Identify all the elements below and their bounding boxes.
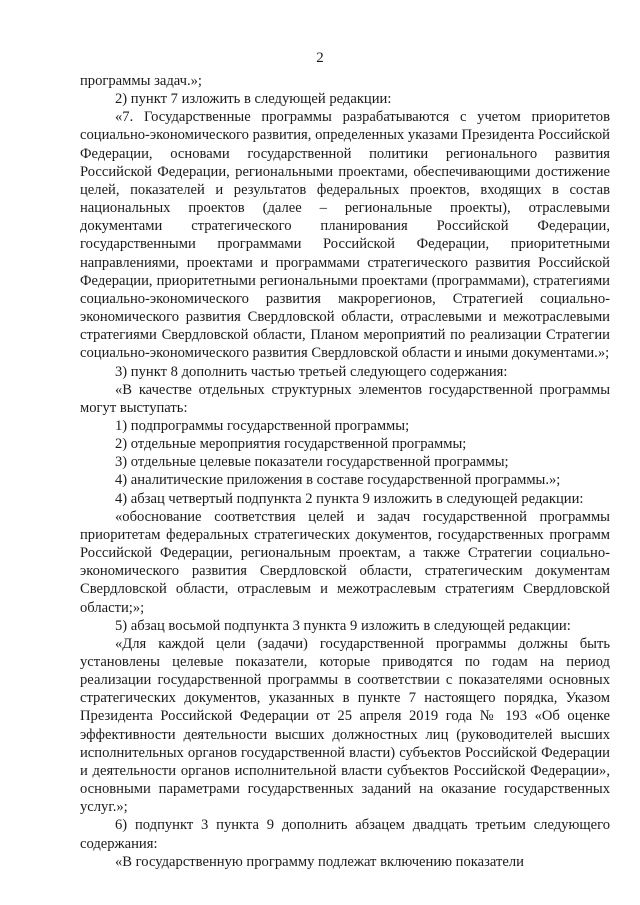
list-item-subprograms: 1) подпрограммы государственной программы;: [115, 417, 410, 434]
paragraph-point-7-text: «7. Государственные программы разрабатываются с учетом приоритетов социально-экономического развития, определенных указами Президента Российской Федерации, основами государственной политики регионального развития Российской Федерации, региональными проектами, обеспечивающими достижение целей, показателей и результатов федеральных проектов, входящих в состав национальных проектов (далее – региональные проекты), отраслевыми документами стратегического планирования Российской Федерации, государственными программами Российской Федерации, приоритетными направлениями, проектами и программами стратегического развития Российской Федерации, приоритетными региональными проектами (программами), стратегиями социально-экономического развития макрорегионов, Стратегией социально-экономического развития Свердловской области, отраслевыми и межотраслевыми стратегиями Свердловской области, Планом мероприятий по реализации Стратегии социально-экономического развития Свердловской области и иными документами.»;: [80, 109, 610, 362]
paragraph-indicators-inclusion: «В государственную программу подлежат включению показатели: [115, 853, 524, 870]
paragraph-item-4: 4) абзац четвертый подпункта 2 пункта 9 изложить в следующей редакции:: [115, 490, 584, 507]
paragraph-justification: «обоснование соответствия целей и задач государственной программы приоритетам федеральных стратегических документов, государственных программ Российской Федерации, региональным проектам, а также Стратегии социально-экономического развития Свердловской области, стратегическим документам Свердловской области, отраслевым и межотраслевым стратегиям Свердловской области;»;: [80, 508, 610, 616]
paragraph-item-5: 5) абзац восьмой подпункта 3 пункта 9 изложить в следующей редакции:: [115, 617, 571, 634]
paragraph-item-6: 6) подпункт 3 пункта 9 дополнить абзацем двадцать третьим следующего содержания:: [80, 817, 610, 852]
list-item-measures: 2) отдельные мероприятия государственной программы;: [115, 436, 467, 453]
paragraph-target-indicators: «Для каждой цели (задачи) государственной программы должны быть установлены целевые показатели, которые приводятся по годам на период реализации государственной программы в соответствии с показателями основных стратегических документов, указанных в пункте 7 настоящего порядка, Указом Президента Российской Федерации от 25 апреля 2019 года № 193 «Об оценке эффективности деятельности высших должностных лиц (руководителей высших исполнительных органов государственной власти) субъектов Российской Федерации и деятельности органов исполнительной власти субъектов Российской Федерации», основными параметрами государственных заданий на оказание государственных услуг.»;: [80, 635, 610, 816]
document-body: [80, 72, 610, 871]
paragraph-item-2: 2) пункт 7 изложить в следующей редакции:: [115, 91, 392, 108]
paragraph-structural-elements: «В качестве отдельных структурных элементов государственной программы могут выступать:: [80, 381, 610, 416]
page-number: 2: [316, 50, 324, 66]
paragraph-continuation: программы задач.»;: [80, 73, 202, 89]
list-item-analytical-annexes: 4) аналитические приложения в составе государственной программы.»;: [115, 472, 561, 489]
list-item-target-indicators: 3) отдельные целевые показатели государственной программы;: [115, 454, 509, 471]
paragraph-item-3: 3) пункт 8 дополнить частью третьей следующего содержания:: [115, 363, 508, 380]
